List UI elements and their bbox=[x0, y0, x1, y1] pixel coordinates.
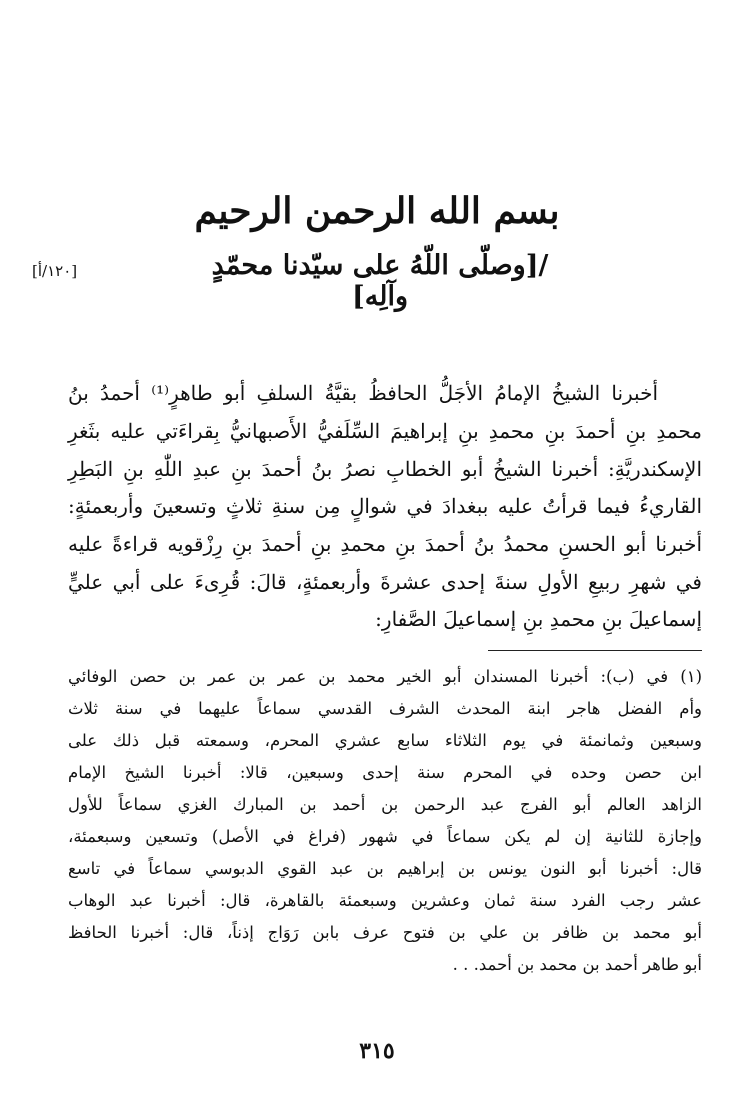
basmala-calligraphy: بسم الله الرحمن الرحيم bbox=[194, 190, 560, 232]
body-line: محمدِ بنِ أحمدَ بنِ محمدِ بنِ إبراهيمَ السِّلَفيُّ الأَصبهانيُّ بِقراءَتي عليه بثَغرِ bbox=[68, 419, 702, 443]
footnote-line: أبو محمد بن ظافر بن علي بن فتوح عرف بابن رَوَاج إذناً، قال: أخبرنا الحافظ bbox=[68, 923, 702, 942]
footnote-line: قال: أخبرنا أبو النون يونس بن إبراهيم بن عبد القوي الدبوسي سماعاً في تاسع bbox=[68, 859, 702, 878]
body-line: أخبرنا أبو الحسنِ محمدُ بنُ أحمدَ بنِ محمدِ بنِ أحمدَ بنِ رِزْقويه قراءةً عليه bbox=[68, 532, 702, 556]
footnote-line: وإجازة للثانية إن لم يكن سماعاً في شهور (فراغ في الأصل) وتسعين وسبعمئة، bbox=[68, 827, 702, 846]
section-heading: /[وصلّى اللّهُ على سيّدنا محمّدٍ وآلِه] bbox=[211, 250, 549, 312]
body-line: في شهرِ ربيعِ الأولِ سنةَ إحدى عشرةَ وأربعمئةٍ، قالَ: قُرِىءَ على أبي عليٍّ bbox=[68, 570, 702, 594]
footnote-line: وأم الفضل هاجر ابنة المحدث الشرف القدسي سماعاً عليهما في سنة ثلاث bbox=[68, 699, 702, 718]
body-line: القاريءُ فيما قرأتُ عليه ببغدادَ في شوالٍ مِن سنةِ ثلاثٍ وتسعينَ وأربعمئةٍ: bbox=[68, 494, 702, 518]
footnote-line: أبو طاهر أحمد بن محمد بن أحمد. . . bbox=[452, 955, 702, 974]
body-line: الإسكندريَّةِ: أخبرنا الشيخُ أبو الخطابِ نصرُ بنُ أحمدَ بنِ عبدِ اللّٰهِ بنِ البَطِرِ bbox=[68, 457, 702, 481]
footnote-line: الزاهد العالم أبو الفرج عبد الرحمن بن أحمد بن المبارك الغزي سماعاً للأول bbox=[68, 795, 702, 814]
footnote-line: ابن حصن وحده في المحرم سنة إحدى وسبعين، قالا: أخبرنا الشيخ الإمام bbox=[68, 763, 702, 782]
footnote-line: (١) في (ب): أخبرنا المسندان أبو الخير محمد بن عمر بن عمر بن حصن الوفائي bbox=[68, 667, 702, 686]
footnote-line: وسبعين وثمانمئة في يوم الثلاثاء سابع عشري المحرم، وسمعته قبل ذلك على bbox=[68, 731, 702, 750]
page-number: ٣١٥ bbox=[359, 1038, 395, 1064]
body-line: إسماعيلَ بنِ محمدِ بنِ إسماعيلَ الصَّفارِ: bbox=[375, 607, 702, 631]
body-line: أخبرنا الشيخُ الإمامُ الأجَلُّ الحافظُ بقيَّةُ السلفِ أبو طاهرٍ⁽¹⁾ أحمدُ بنُ bbox=[68, 381, 658, 405]
footnote-line: عشر رجب الفرد سنة ثمان وعشرين وسبعمئة بالقاهرة، قال: أخبرنا عبد الوهاب bbox=[68, 891, 702, 910]
footnote-separator bbox=[488, 650, 702, 651]
manuscript-folio-marker: [١٢٠/أ] bbox=[32, 262, 78, 280]
